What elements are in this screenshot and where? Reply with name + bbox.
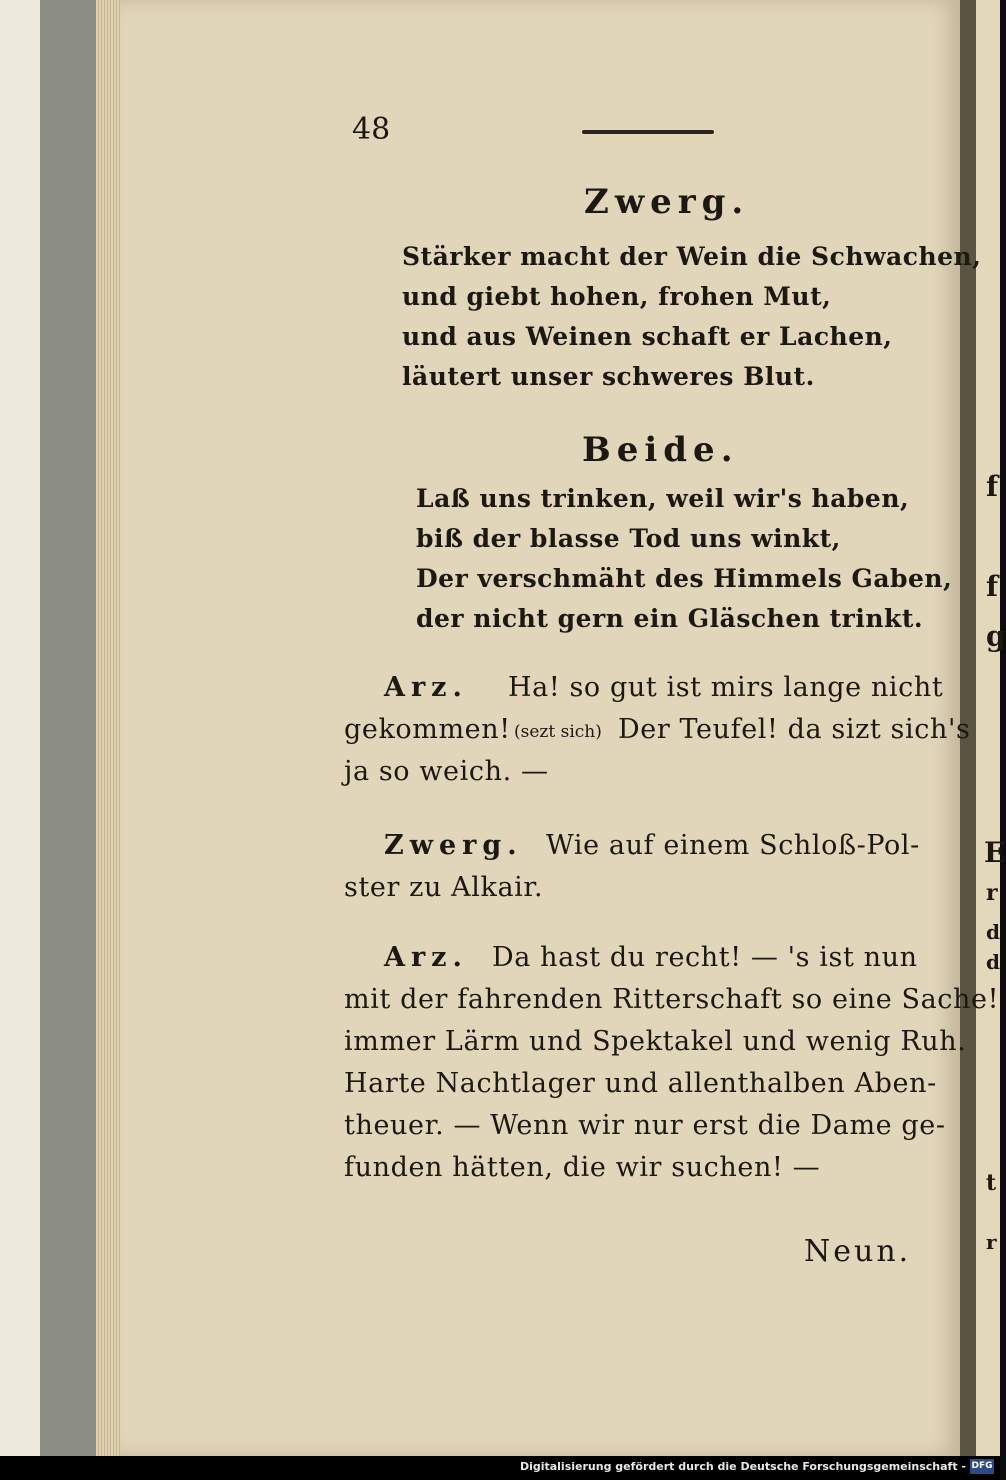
verse-line: Der verschmäht des Himmels Gaben, <box>416 564 953 593</box>
prose-line: ja so weich. — <box>344 756 549 787</box>
speaker-heading-beide: Beide. <box>582 430 739 470</box>
prose-line: Ha! so gut ist mirs lange nicht <box>508 672 944 703</box>
footer-credit: Digitalisierung gefördert durch die Deutsche Forschungsgemeinschaft - <box>519 1460 966 1473</box>
verse-line: läutert unser schweres Blut. <box>402 362 815 391</box>
right-page-fragment: t <box>986 1170 997 1196</box>
stage-direction: (sezt sich) <box>514 722 602 742</box>
background-strip <box>0 0 40 1456</box>
verse-line: Stärker macht der Wein die Schwachen, <box>402 242 982 271</box>
page-number: 48 <box>352 112 391 147</box>
prose-line: immer Lärm und Spektakel und wenig Ruh. <box>344 1026 967 1057</box>
verse-line: Laß uns trinken, weil wir's haben, <box>416 484 910 513</box>
right-page-fragment: d <box>986 950 1000 974</box>
prose-line: mit der fahrenden Ritterschaft so eine Sache! <box>344 984 1000 1015</box>
speaker-name: Arz. <box>384 672 468 703</box>
header-rule <box>582 130 714 134</box>
verse-line: und giebt hohen, frohen Mut, <box>402 282 832 311</box>
right-page-fragment: d <box>986 920 1000 944</box>
right-page-fragment: r <box>986 1230 997 1254</box>
prose-line: theuer. — Wenn wir nur erst die Dame ge- <box>344 1110 946 1141</box>
prose-line: funden hätten, die wir suchen! — <box>344 1152 821 1183</box>
prose-line: ster zu Alkair. <box>344 872 544 903</box>
catchword: Neun. <box>804 1234 912 1269</box>
speaker-name: Arz. <box>384 942 468 973</box>
right-page-fragment: E <box>984 836 1006 869</box>
prose-line: Der Teufel! da sizt sich's <box>618 714 971 745</box>
prose-line: gekommen! <box>344 714 511 745</box>
verse-line: biß der blasse Tod uns winkt, <box>416 524 841 553</box>
prose-line: Harte Nachtlager und allenthalben Aben- <box>344 1068 937 1099</box>
speaker-name: Zwerg. <box>384 830 523 861</box>
dfg-logo-icon: DFG <box>970 1459 994 1474</box>
right-page-fragment: f <box>986 470 999 503</box>
right-page-fragment: f <box>986 570 999 603</box>
right-page-fragment: r <box>986 880 998 906</box>
verse-line: und aus Weinen schaft er Lachen, <box>402 322 893 351</box>
prose-line: Da hast du recht! — 's ist nun <box>492 942 918 973</box>
verse-line: der nicht gern ein Gläschen trinkt. <box>416 604 924 633</box>
prose-line: Wie auf einem Schloß-Pol- <box>546 830 920 861</box>
right-page-fragment: g <box>986 620 1006 653</box>
speaker-heading-zwerg: Zwerg. <box>584 182 750 222</box>
